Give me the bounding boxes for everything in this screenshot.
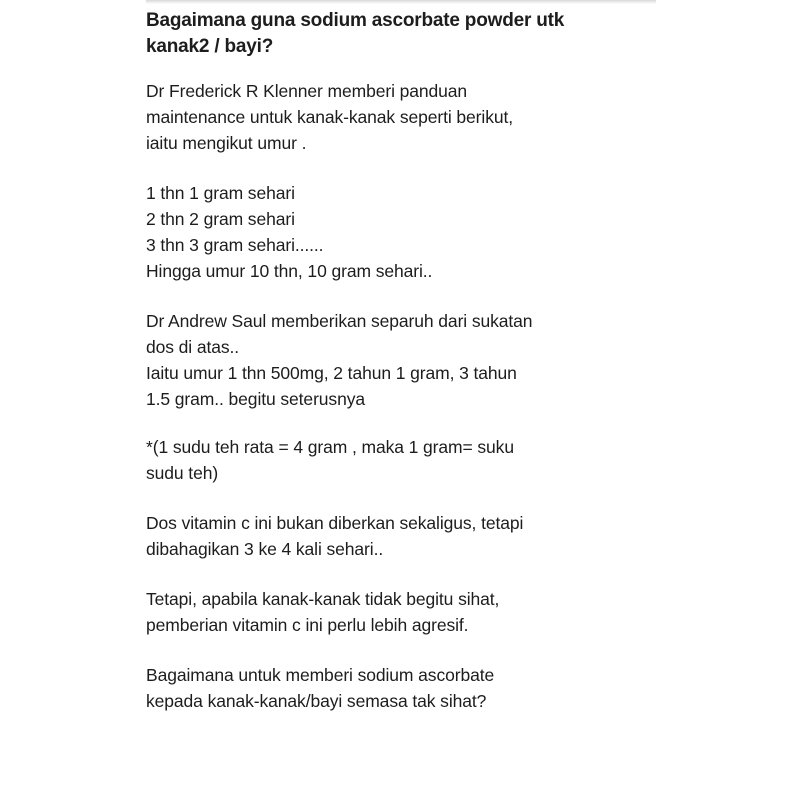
heading-line: Bagaimana guna sodium ascorbate powder utk: [146, 10, 565, 31]
text-line: dibahagikan 3 ke 4 kali sehari..: [146, 539, 384, 559]
paragraph-dosage-list: [146, 180, 666, 284]
text-line: 1.5 gram.. begitu seterusnya: [146, 389, 365, 409]
text-line: Iaitu umur 1 thn 500mg, 2 tahun 1 gram, 3 tahun: [146, 363, 517, 383]
text-line: 2 thn 2 gram sehari: [146, 209, 295, 229]
article-body: [146, 8, 666, 714]
heading-line: kanak2 / bayi?: [146, 36, 274, 57]
text-line: pemberian vitamin c ini perlu lebih agresif.: [146, 615, 469, 635]
paragraph-klenner: [146, 78, 666, 156]
text-line: Dr Andrew Saul memberikan separuh dari sukatan: [146, 311, 533, 331]
text-line: iaitu mengikut umur .: [146, 133, 307, 153]
text-line: dos di atas..: [146, 337, 240, 357]
paragraph-saul: [146, 308, 666, 412]
text-line: Bagaimana untuk memberi sodium ascorbate: [146, 665, 495, 685]
text-line: Dos vitamin c ini bukan diberkan sekaligus, tetapi: [146, 513, 524, 533]
text-line: 1 thn 1 gram sehari: [146, 183, 295, 203]
text-line: *(1 sudu teh rata = 4 gram , maka 1 gram= suku: [146, 437, 514, 457]
text-line: maintenance untuk kanak-kanak seperti berikut,: [146, 107, 514, 127]
text-line: Tetapi, apabila kanak-kanak tidak begitu sihat,: [146, 589, 500, 609]
paragraph-dose-division: [146, 510, 666, 562]
paragraph-spoon-note: [146, 434, 666, 486]
text-line: Dr Frederick R Klenner memberi panduan: [146, 81, 468, 101]
text-line: sudu teh): [146, 463, 219, 483]
paragraph-aggressive: [146, 586, 666, 638]
text-line: 3 thn 3 gram sehari......: [146, 235, 324, 255]
text-line: kepada kanak-kanak/bayi semasa tak sihat?: [146, 691, 487, 711]
article-heading: [146, 8, 666, 60]
paragraph-question: [146, 662, 666, 714]
top-edge-shadow: [146, 0, 656, 4]
text-line: Hingga umur 10 thn, 10 gram sehari..: [146, 261, 433, 281]
